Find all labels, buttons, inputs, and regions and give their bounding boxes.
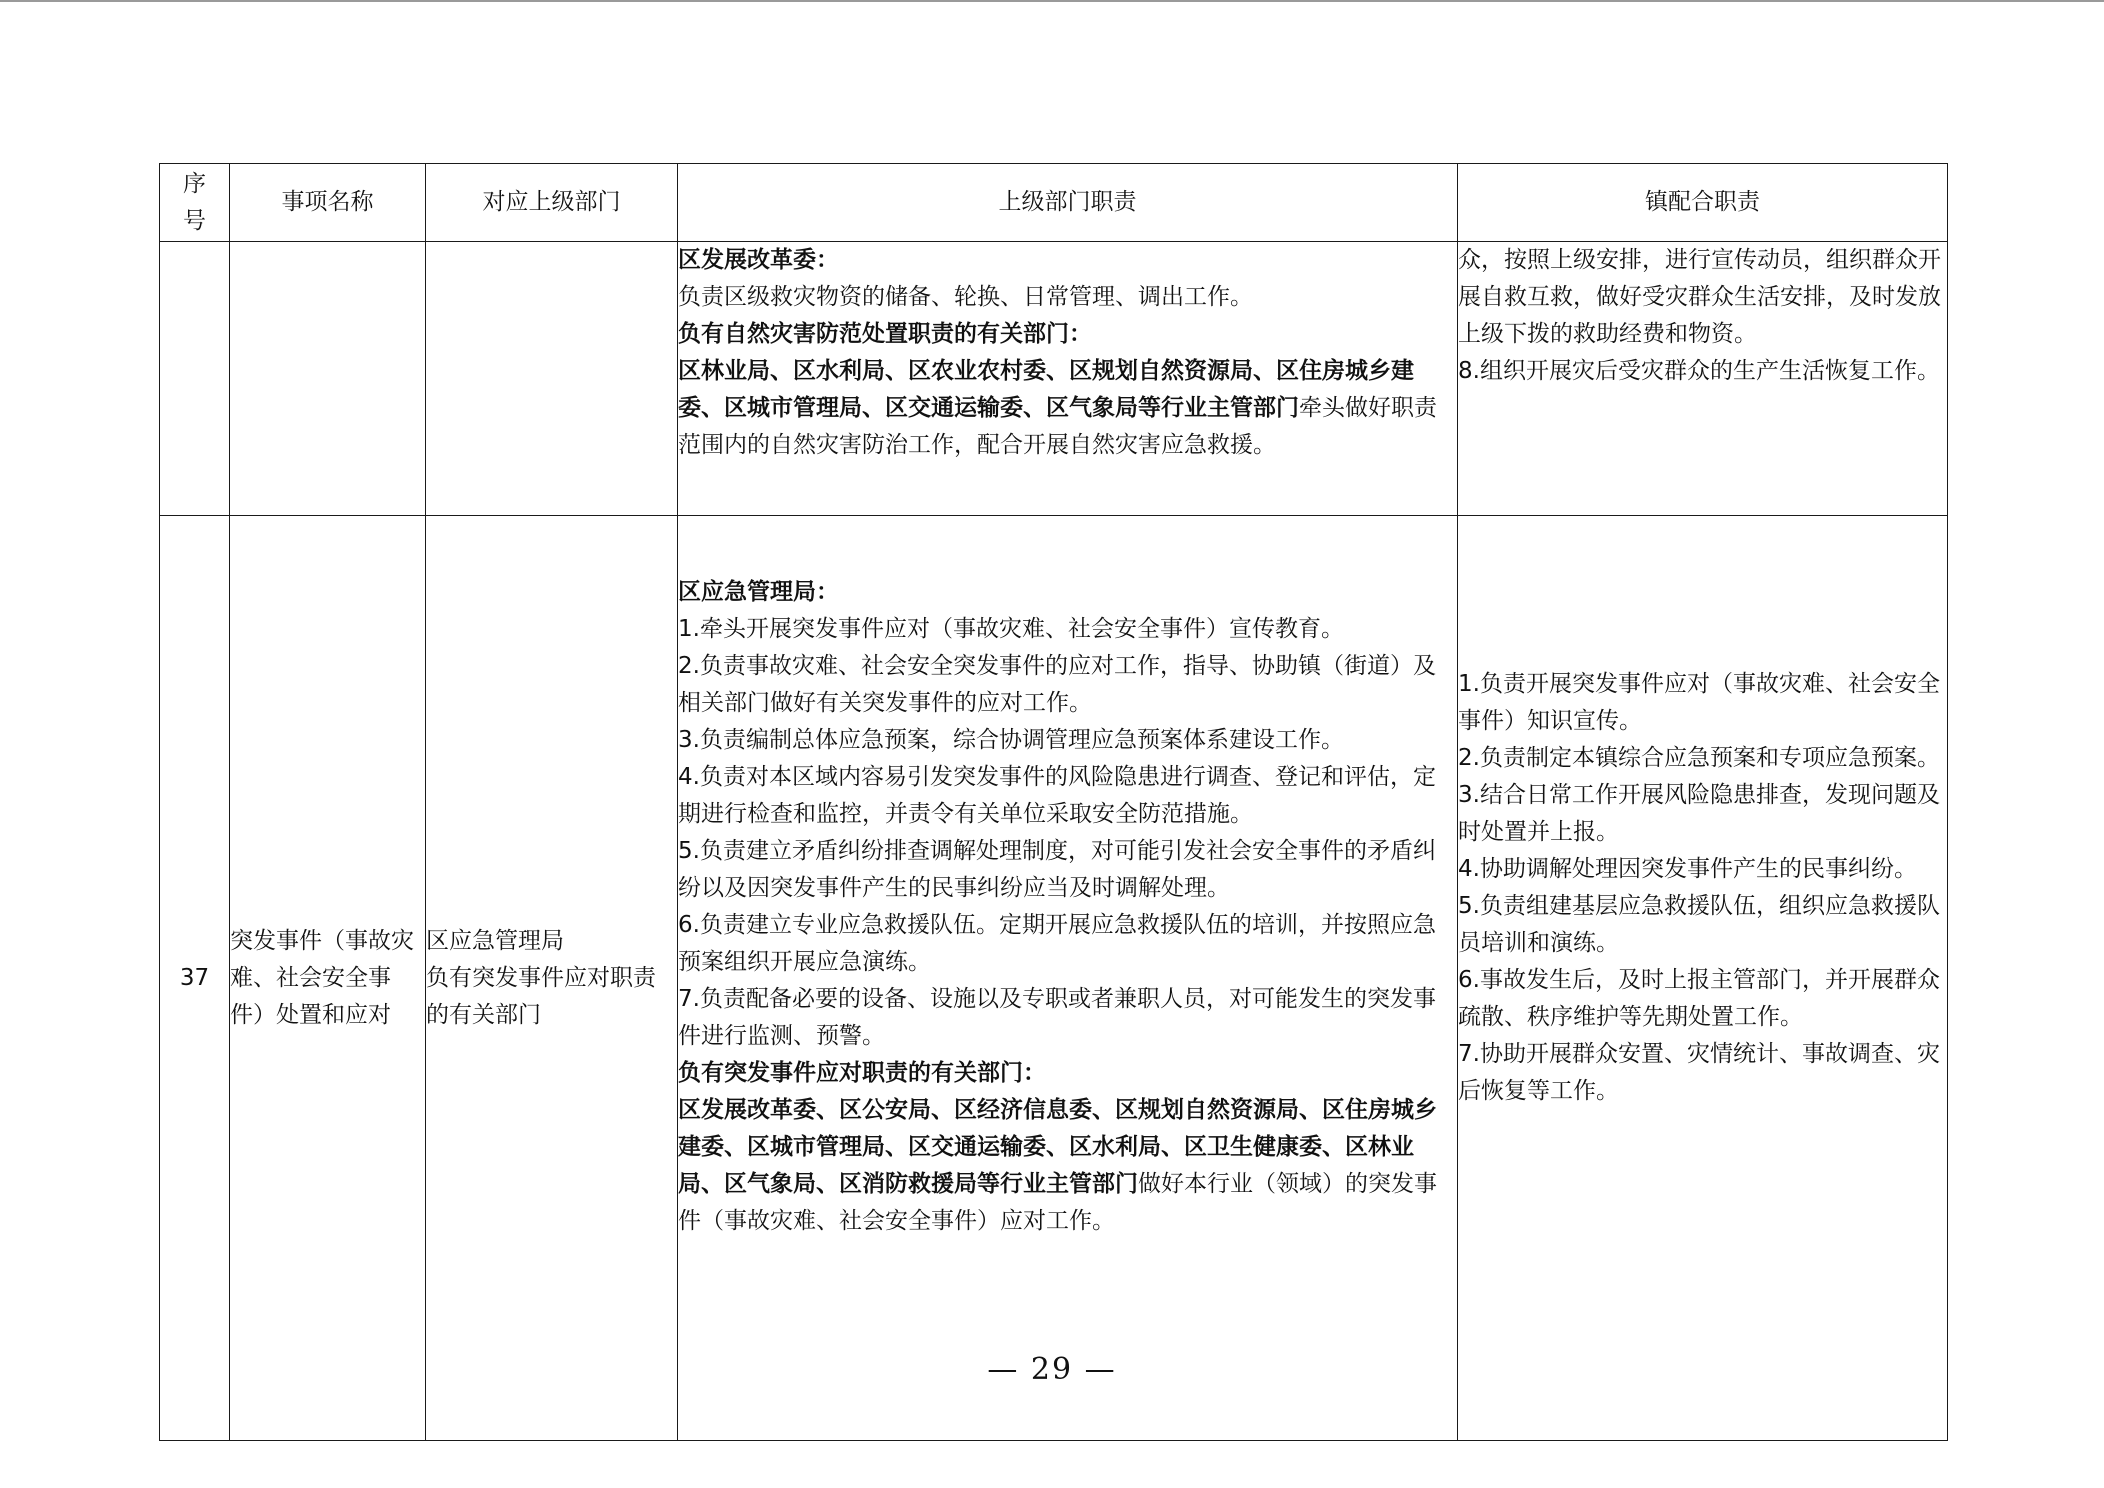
row1-town-cell	[1458, 242, 1948, 516]
row2-duty-cell	[678, 516, 1458, 1441]
town-duty-item: 1.负责开展突发事件应对（事故灾难、社会安全事件）知识宣传。	[1458, 671, 1940, 734]
town-duty-item: 6.事故发生后，及时上报主管部门，并开展群众疏散、秩序维护等先期处置工作。	[1458, 967, 1940, 1030]
duty-text: 做好本行业（领域）的突发事件（事故灾难、社会安全事件）应对工作。	[678, 1171, 1437, 1234]
row2-serial-number: 37	[160, 516, 230, 1441]
header-serial-number-bottom: 号	[183, 207, 206, 234]
town-duty-item: 4.协助调解处理因突发事件产生的民事纠纷。	[1458, 856, 1917, 882]
row1-duty-cell	[678, 242, 1458, 516]
duty-item: 4.负责对本区域内容易引发突发事件的风险隐患进行调查、登记和评估，定期进行检查和监控，并责令有关单位采取安全防范措施。	[678, 764, 1436, 827]
row2-dept-cell	[426, 516, 678, 1441]
duty-dept-list: 区林业局、区水利局、区农业农村委、区规划自然资源局、区住房城乡建委、区城市管理局、区交通运输委、区气象局等行业主管部门	[678, 358, 1414, 421]
table-row	[160, 516, 1948, 1441]
town-duty-item: 8.组织开展灾后受灾群众的生产生活恢复工作。	[1458, 358, 1940, 384]
duty-item: 6.负责建立专业应急救援队伍。定期开展应急救援队伍的培训，并按照应急预案组织开展应急演练。	[678, 912, 1436, 975]
duty-item: 7.负责配备必要的设备、设施以及专职或者兼职人员，对可能发生的突发事件进行监测、预警。	[678, 986, 1436, 1049]
row1-serial-cell	[160, 242, 230, 516]
duty-text: 牵头做好职责范围内的自然灾害防治工作，配合开展自然灾害应急救援。	[678, 395, 1437, 458]
row1-name-cell	[230, 242, 426, 516]
row2-item-name: 突发事件（事故灾难、社会安全事件）处置和应对	[230, 516, 426, 1441]
town-duty-item: 7.协助开展群众安置、灾情统计、事故调查、灾后恢复等工作。	[1458, 1041, 1940, 1104]
duty-dept-heading: 区应急管理局：	[678, 579, 839, 605]
header-serial-number-top: 序	[183, 170, 206, 197]
town-duty-item: 众，按照上级安排，进行宣传动员，组织群众开展自救互救，做好受灾群众生活安排，及时发放上级下拨的救助经费和物资。	[1458, 247, 1941, 347]
header-serial-number	[160, 164, 230, 242]
town-duty-item: 3.结合日常工作开展风险隐患排查，发现问题及时处置并上报。	[1458, 782, 1940, 845]
row1-dept-cell	[426, 242, 678, 516]
dept-name: 负有突发事件应对职责的有关部门	[426, 964, 656, 1028]
duty-dept-heading: 负有自然灾害防范处置职责的有关部门：	[678, 321, 1092, 347]
duty-dept-heading: 区发展改革委：	[678, 247, 839, 273]
page-number: — 29 —	[987, 1352, 1117, 1387]
table-row	[160, 242, 1948, 516]
duty-dept-list: 区发展改革委、区公安局、区经济信息委、区规划自然资源局、区住房城乡建委、区城市管理局、区交通运输委、区水利局、区卫生健康委、区林业局、区气象局、区消防救援局等行业主管部门	[678, 1097, 1437, 1197]
header-town-duty: 镇配合职责	[1458, 164, 1948, 242]
dept-name: 区应急管理局	[426, 927, 564, 954]
duty-item: 5.负责建立矛盾纠纷排查调解处理制度，对可能引发社会安全事件的矛盾纠纷以及因突发事件产生的民事纠纷应当及时调解处理。	[678, 838, 1436, 901]
table-header-row	[160, 164, 1948, 242]
header-superior-duty: 上级部门职责	[678, 164, 1458, 242]
header-superior-dept: 对应上级部门	[426, 164, 678, 242]
town-duty-item: 2.负责制定本镇综合应急预案和专项应急预案。	[1458, 745, 1940, 771]
duty-item: 1.牵头开展突发事件应对（事故灾难、社会安全事件）宣传教育。	[678, 616, 1344, 642]
page-top-border	[0, 0, 2104, 2]
town-duty-item: 5.负责组建基层应急救援队伍，组织应急救援队员培训和演练。	[1458, 893, 1940, 956]
duty-item: 3.负责编制总体应急预案，综合协调管理应急预案体系建设工作。	[678, 727, 1344, 753]
responsibility-table	[159, 163, 1948, 1441]
duty-dept-heading: 负有突发事件应对职责的有关部门：	[678, 1060, 1046, 1086]
duty-item: 2.负责事故灾难、社会安全突发事件的应对工作，指导、协助镇（街道）及相关部门做好有关突发事件的应对工作。	[678, 653, 1436, 716]
duty-text: 负责区级救灾物资的储备、轮换、日常管理、调出工作。	[678, 284, 1253, 310]
header-item-name: 事项名称	[230, 164, 426, 242]
row2-town-cell	[1458, 516, 1948, 1441]
